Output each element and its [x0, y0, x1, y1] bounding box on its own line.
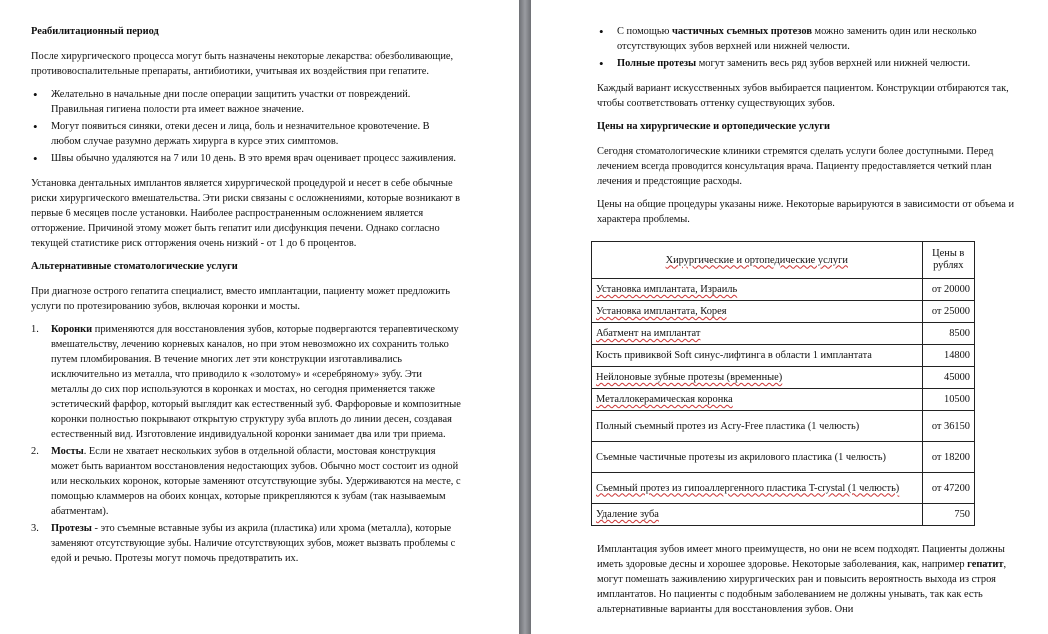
service-name-cell	[592, 473, 923, 504]
term-full-dentures: Полные протезы	[617, 58, 697, 69]
term-hepatitis: гепатит	[967, 559, 1004, 570]
service-name: Установка имплантата, Корея	[596, 306, 727, 317]
list-item-crowns	[31, 322, 461, 442]
table-row	[592, 279, 975, 301]
service-price: 14800	[922, 345, 975, 367]
term-bridges: Мосты	[51, 446, 84, 457]
service-name: Кость привиквой Soft синус-лифтинга в области 1 имплантата	[596, 350, 872, 361]
service-name-cell	[592, 442, 923, 473]
list-item: • Швы обычно удаляются на 7 или 10 день. В это время врач оценивает процесс заживления.	[49, 151, 461, 166]
header-price: Цены в рублях	[922, 242, 975, 279]
list-item-dentures	[31, 521, 461, 566]
table-row	[592, 504, 975, 526]
page-gutter	[519, 0, 531, 634]
section-title-alternatives: Альтернативные стоматологические услуги	[31, 261, 238, 272]
text-segment: могут заменить весь ряд зубов верхней или нижней челюсти.	[696, 58, 971, 69]
service-name-cell	[592, 323, 923, 345]
service-name-cell	[592, 389, 923, 411]
text-dentures: - это съемные вставные зубы из акрила (пластика) или хрома (металла), которые заменяют отсутствующие зубы. Наличие отсутствующих зубов, может вызвать проблемы с едой и речью. Протезы могут помочь предотвратить их.	[51, 523, 456, 564]
list-number: 1.	[31, 324, 39, 335]
list-item	[615, 24, 1017, 54]
text-segment: Имплантация зубов имеет много преимуществ, но они не всем подходят. Пациенты должны иметь здоровые десны и хорошее здоровье. Некоторые заболевания, как, например	[597, 544, 1005, 570]
table-row	[592, 345, 975, 367]
paragraph-affordable: Сегодня стоматологические клиники стремятся сделать услуги более доступными. Перед лечением всегда проводится консультация врача. Пациенту предоставляется четкий план лечения и предстоящие расходы.	[597, 146, 994, 187]
table-row	[592, 301, 975, 323]
term-dentures: Протезы	[51, 523, 92, 534]
service-price: 8500	[922, 323, 975, 345]
service-price: от 18200	[922, 442, 975, 473]
page-right	[531, 0, 1048, 634]
service-name: Съемные частичные протезы из акрилового пластика (1 челюсть)	[596, 451, 886, 463]
table-row	[592, 411, 975, 442]
table-row	[592, 323, 975, 345]
service-name: Удаление зуба	[596, 509, 659, 520]
paragraph-prices-intro: Цены на общие процедуры указаны ниже. Некоторые варьируются в зависимости от объема и характера проблемы.	[597, 199, 1015, 225]
text-segment: , могут помешать заживлению хирургических ран и повысить вероятность выхода из строя имплантатов. Но пациенты с подобным заболеванием не должны унывать, так как есть альтернативные варианты для восстановления зубов. Они	[597, 559, 1007, 615]
text-segment: С помощью	[617, 26, 672, 37]
section-title-prices: Цены на хирургические и ортопедические услуги	[597, 121, 830, 132]
paragraph-implant-benefits	[597, 542, 1017, 617]
service-name: Нейлоновые зубные протезы (временные)	[596, 372, 783, 383]
service-price: от 20000	[922, 279, 975, 301]
page-left	[0, 0, 519, 634]
list-item	[615, 56, 1017, 71]
service-price: от 47200	[922, 473, 975, 504]
paragraph-risks: Установка дентальных имплантов является хирургической процедурой и несет в себе обычные риски хирургического вмешательства. Эти риски связаны с осложнениями, которые возникают в первые 6 месяцев после установки. Наиболее распространенным осложнением является отторжение. Причиной этому может быть гепатит или дисфункция печени. Однако согласно текущей статистике риск отторжения очень низкий - от 1 до 6 процентов.	[31, 178, 461, 249]
list-item: • Желательно в начальные дни после операции защитить участки от повреждений. Правильная гигиена полости рта имеет важное значение.	[49, 87, 461, 117]
rehab-bullet-list	[31, 87, 461, 166]
service-price: от 25000	[922, 301, 975, 323]
paragraph-medications: После хирургического процесса могут быть назначены некоторые лекарства: обезболивающие, противовоспалительные препараты, антибиотики, учитывая их воздействия при гепатите.	[31, 51, 454, 77]
paragraph-choice: Каждый вариант искусственных зубов выбирается пациентом. Конструкции отбираются так, чтобы соответствовать оттенку существующих зубов.	[597, 83, 1009, 109]
service-price: 45000	[922, 367, 975, 389]
service-name: Установка имплантата, Израиль	[596, 284, 738, 295]
service-name: Полный съемный протез из Acry-Free пластика (1 челюсть)	[596, 420, 860, 432]
text-segment: можно заменить один или несколько отсутствующих зубов верхней или нижней челюсти.	[617, 26, 977, 52]
service-name: Металлокерамическая коронка	[596, 394, 733, 405]
header-service-label: Хирургические и ортопедические услуги	[665, 254, 848, 266]
service-name-cell	[592, 411, 923, 442]
page-left-content	[31, 24, 461, 576]
page-right-content	[597, 24, 1017, 625]
service-name-cell	[592, 504, 923, 526]
term-partial-dentures: частичных съемных протезов	[671, 26, 812, 37]
table-header-row	[592, 242, 975, 279]
list-number: 3.	[31, 523, 39, 534]
service-price: 750	[922, 504, 975, 526]
list-item: • Могут появиться синяки, отеки десен и лица, боль и незначительное кровотечение. В любом случае разумно держать хирурга в курсе этих симптомов.	[49, 119, 461, 149]
section-title-rehab: Реабилитационный период	[31, 26, 159, 37]
service-price: от 36150	[922, 411, 975, 442]
service-name-cell	[592, 367, 923, 389]
list-item-bridges	[31, 444, 461, 519]
table-row	[592, 442, 975, 473]
service-name: Съемный протез из гипоаллергенного пластика T-crystal (1 челюсть)	[596, 482, 900, 494]
text-crowns: применяются для восстановления зубов, которые подвергаются терапевтическому вмешательству, лечению корневых каналов, но при этом невозможно их сохранить только путем пломбирования. В течение многих лет эти конструкции изготавливались исключительно из металла, что приводило к «золотому» и «серебряному» зубу. Эти металлы до сих пор используются в коронках и мостах, но сегодня применяется также эстетический фарфор, который выглядит как естественный зуб. Фарфоровые и композитные коронки полностью покрывают открытую структуру зуба вплоть до линии десен, создавая естественный вид. Изготовление индивидуальной коронки занимает два или три приема.	[51, 324, 461, 440]
alternatives-numbered-list	[31, 322, 461, 566]
table-row	[592, 473, 975, 504]
header-service	[592, 242, 923, 279]
service-name-cell	[592, 279, 923, 301]
service-price: 10500	[922, 389, 975, 411]
price-table	[591, 241, 975, 526]
price-table-body	[592, 279, 975, 526]
table-row	[592, 389, 975, 411]
service-name-cell	[592, 345, 923, 367]
term-crowns: Коронки	[51, 324, 93, 335]
paragraph-alternatives-intro: При диагнозе острого гепатита специалист, вместо имплантации, пациенту может предложить услуги по протезированию зубов, включая коронки и мосты.	[31, 286, 450, 312]
list-number: 2.	[31, 446, 39, 457]
service-name: Абатмент на имплантат	[596, 328, 701, 339]
text-bridges: . Если не хватает нескольких зубов в отдельной области, мостовая конструкция может быть вариантом восстановления недостающих зубов. Обычно мост состоит из одной или нескольких коронок, которые заменяют отсутствующие зубы. Удерживаются на месте, с помощью кламмеров на обоих концах, которые прикрепляются к зубам (так называемым абатментам).	[51, 446, 461, 517]
service-name-cell	[592, 301, 923, 323]
table-row	[592, 367, 975, 389]
denture-bullet-list	[597, 24, 1017, 71]
